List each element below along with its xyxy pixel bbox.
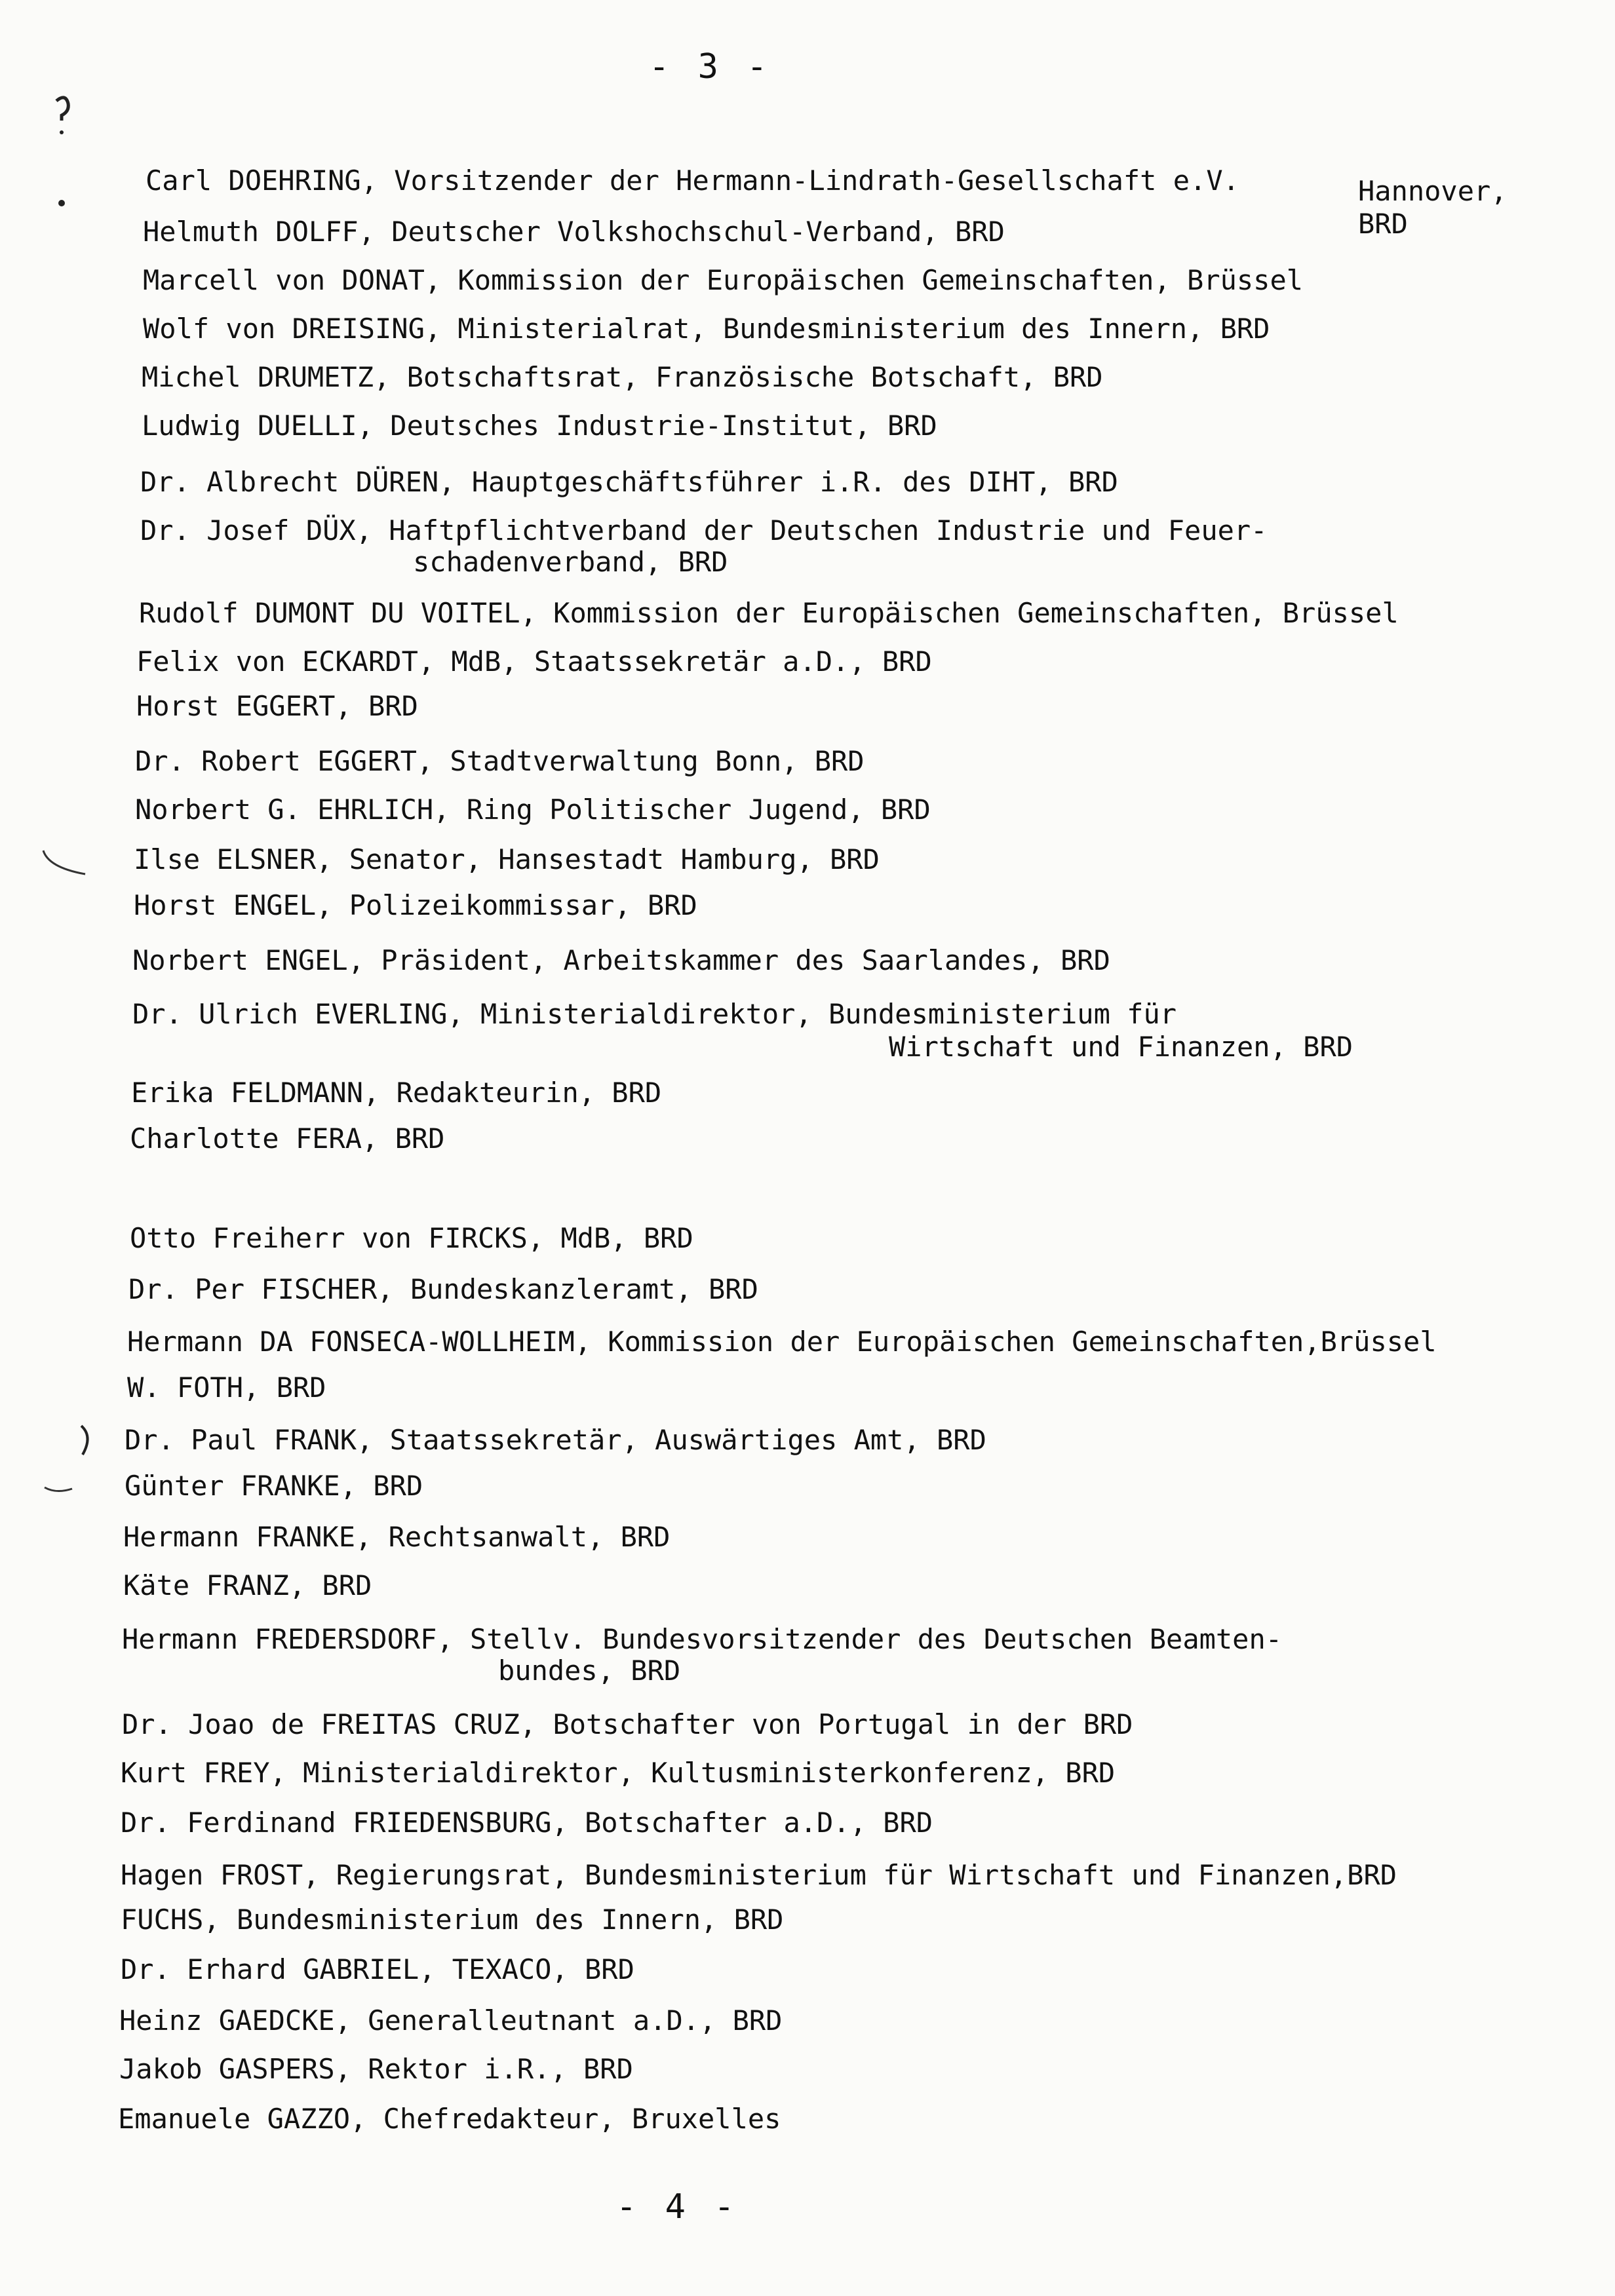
entry-fircks: Otto Freiherr von FIRCKS, MdB, BRD <box>130 1222 693 1254</box>
entry-gabriel: Dr. Erhard GABRIEL, TEXACO, BRD <box>121 1953 634 1985</box>
margin-tick-mark-icon <box>39 845 92 885</box>
entry-fuchs: FUCHS, Bundesministerium des Innern, BRD <box>121 1904 784 1936</box>
entry-eggert-robert: Dr. Robert EGGERT, Stadtverwaltung Bonn, BRD <box>135 745 865 777</box>
entry-fera: Charlotte FERA, BRD <box>130 1122 445 1155</box>
entry-gazzo: Emanuele GAZZO, Chefredakteur, Bruxelles <box>118 2103 781 2135</box>
entry-engel-horst: Horst ENGEL, Polizeikommissar, BRD <box>134 889 697 921</box>
entry-gaspers: Jakob GASPERS, Rektor i.R., BRD <box>119 2053 633 2085</box>
entry-elsner: Ilse ELSNER, Senator, Hansestadt Hamburg, BRD <box>134 843 880 875</box>
entry-ehrlich: Norbert G. EHRLICH, Ring Politischer Jugend, BRD <box>135 794 931 826</box>
margin-dot-icon <box>55 197 68 210</box>
entry-dolff: Helmuth DOLFF, Deutscher Volkshochschul-Verband, BRD <box>143 216 1005 248</box>
entry-fischer: Dr. Per FISCHER, Bundeskanzleramt, BRD <box>128 1273 758 1305</box>
entry-fredersdorf-cont: bundes, BRD <box>498 1655 681 1687</box>
entry-friedensburg: Dr. Ferdinand FRIEDENSBURG, Botschafter a.D., BRD <box>121 1807 933 1839</box>
entry-doehring: Carl DOEHRING, Vorsitzender der Hermann-Lindrath-Gesellschaft e.V. <box>146 164 1239 197</box>
entry-franz: Käte FRANZ, BRD <box>123 1569 372 1601</box>
entry-everling-cont: Wirtschaft und Finanzen, BRD <box>889 1031 1353 1063</box>
entry-dumont: Rudolf DUMONT DU VOITEL, Kommission der Europäischen Gemeinschaften, Brüssel <box>139 597 1399 629</box>
entry-everling: Dr. Ulrich EVERLING, Ministerialdirektor, Bundesministerium für <box>132 998 1177 1030</box>
entry-doehring-location: Hannover, <box>1358 175 1508 207</box>
entry-foth: W. FOTH, BRD <box>127 1371 326 1404</box>
entry-drumetz: Michel DRUMETZ, Botschaftsrat, Französische Botschaft, BRD <box>142 361 1103 393</box>
entry-dreising: Wolf von DREISING, Ministerialrat, Bundesministerium des Innern, BRD <box>143 313 1270 345</box>
entry-duex-cont: schadenverband, BRD <box>413 546 728 578</box>
entry-doehring-country: BRD <box>1358 208 1408 240</box>
margin-question-mark-icon <box>42 92 81 151</box>
page-number-bottom: - 4 - <box>616 2187 739 2227</box>
entry-eckardt: Felix von ECKARDT, MdB, Staatssekretär a.D., BRD <box>136 645 932 678</box>
entry-donat: Marcell von DONAT, Kommission der Europäischen Gemeinschaften, Brüssel <box>143 264 1304 296</box>
entry-engel-norbert: Norbert ENGEL, Präsident, Arbeitskammer des Saarlandes, BRD <box>132 944 1110 976</box>
entry-duelli: Ludwig DUELLI, Deutsches Industrie-Institut, BRD <box>142 410 937 442</box>
entry-frank: Dr. Paul FRANK, Staatssekretär, Auswärtiges Amt, BRD <box>125 1424 986 1456</box>
entry-eggert-horst: Horst EGGERT, BRD <box>136 690 418 722</box>
entry-gaedcke: Heinz GAEDCKE, Generalleutnant a.D., BRD <box>119 2004 783 2037</box>
entry-frey: Kurt FREY, Ministerialdirektor, Kultusministerkonferenz, BRD <box>121 1757 1116 1789</box>
entry-franke-hermann: Hermann FRANKE, Rechtsanwalt, BRD <box>123 1521 671 1553</box>
entry-frost: Hagen FROST, Regierungsrat, Bundesministerium für Wirtschaft und Finanzen,BRD <box>121 1859 1397 1891</box>
entry-fredersdorf: Hermann FREDERSDORF, Stellv. Bundesvorsitzender des Deutschen Beamten- <box>122 1623 1283 1655</box>
entry-dueren: Dr. Albrecht DÜREN, Hauptgeschäftsführer i.R. des DIHT, BRD <box>140 466 1118 498</box>
entry-freitas-cruz: Dr. Joao de FREITAS CRUZ, Botschafter von Portugal in der BRD <box>122 1708 1133 1740</box>
margin-bracket-mark-icon <box>39 1422 98 1494</box>
page-number-top: - 3 - <box>649 47 771 86</box>
entry-fonseca: Hermann DA FONSECA-WOLLHEIM, Kommission der Europäischen Gemeinschaften,Brüssel <box>127 1326 1437 1358</box>
entry-franke-guenter: Günter FRANKE, BRD <box>125 1470 423 1502</box>
entry-duex: Dr. Josef DÜX, Haftpflichtverband der Deutschen Industrie und Feuer- <box>140 514 1268 546</box>
entry-feldmann: Erika FELDMANN, Redakteurin, BRD <box>131 1077 662 1109</box>
